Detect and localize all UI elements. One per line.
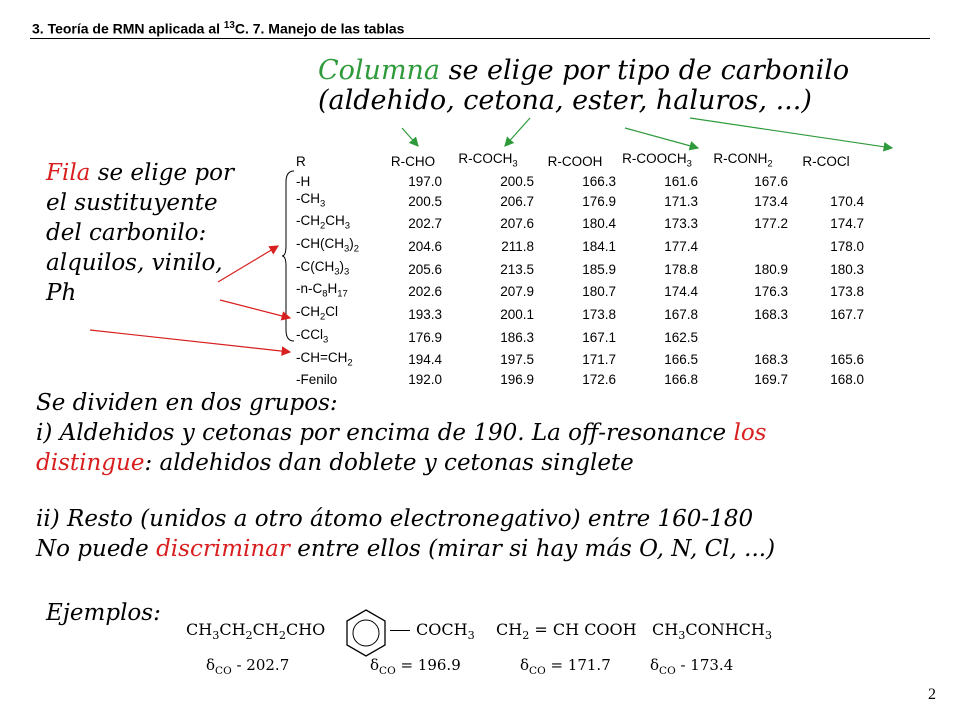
header-title: 3. Teoría de RMN aplicada al $^{13}$C. 7. Manejo de las tablas (32, 20, 405, 37)
example-formula-4: $CH_3CONHCH_3$ (652, 620, 772, 643)
table-row: -Fenilo 192.0 196.9 172.6 166.8 169.7 168.0 (296, 372, 864, 388)
green-arrow (505, 118, 530, 146)
col-header: $R-CONH_2$ (713, 151, 773, 170)
row-highlight: Fila (46, 160, 91, 186)
example-shift-4: $\delta_{CO} - 173.4$ (650, 656, 734, 677)
col-header: $R-COOCH_3$ (622, 151, 692, 170)
red-arrow (90, 330, 290, 352)
example-formula-2: $COCH_3$ (416, 620, 475, 643)
example-shift-1: $\delta_{CO} - 202.7$ (206, 656, 290, 677)
col-header: R-COOH (547, 153, 603, 169)
table-row: $-n-C_8H_{17}$ 202.6 207.9 180.7 174.4 176.3 173.8 (296, 281, 864, 301)
page-number: 2 (928, 686, 936, 703)
table-row: $-CH_2CH_3$ 202.7 207.6 180.4 173.3 177.2 174.7 (296, 213, 864, 233)
benzene-ring-icon (344, 608, 388, 658)
table-row: $-CH=CH_2$ 194.4 197.5 171.7 166.5 168.3 165.6 (296, 349, 864, 369)
groups-text: Se dividen en dos grupos: i) Aldehidos y cetonas por encima de 190. La off-resonance los distingue: aldehidos dan doblete y cetonas singlete ii) Resto (unidos a otro átomo electronegativo) entre 160-180 No puede discriminar entre ellos (mirar si hay más O, N, Cl, ...) (36, 390, 776, 562)
example-formula-1: $CH_3CH_2CH_2CHO$ (186, 620, 326, 643)
green-arrow (402, 128, 418, 146)
table-row: $-CH_3$ 200.5 206.7 176.9 171.3 173.4 170.4 (296, 190, 864, 210)
examples-label: Ejemplos: (46, 600, 161, 626)
bond-line (390, 630, 410, 631)
table-row: $-C(CH_3)_3$ 205.6 213.5 185.9 178.8 180.9 180.3 (296, 258, 864, 278)
table-row: -H 197.0 200.5 166.3 161.6 167.6 (296, 173, 788, 189)
row-note: Fila se elige por el sustituyente del carbonilo: alquilos, vinilo, Ph (46, 160, 234, 306)
column-note: Columna se elige por tipo de carbonilo (aldehido, cetona, ester, haluros, ...) (318, 55, 850, 116)
red-arrow (218, 246, 278, 282)
green-arrow (625, 128, 698, 148)
column-highlight: Columna (318, 55, 441, 86)
table-row: $-CH(CH_3)_2$ 204.6 211.8 184.1 177.4 178.0 (296, 236, 864, 255)
example-formula-3: $CH_2$ = CH COOH (496, 620, 637, 643)
col-header: $R-COCH_3$ (458, 151, 518, 170)
table-row: $-CH_2Cl$ 193.3 200.1 173.8 167.8 168.3 167.7 (296, 304, 864, 323)
col-header: R-COCl (802, 153, 850, 169)
col-header: R-CHO (390, 153, 436, 169)
example-shift-3: $\delta_{CO} = 171.7$ (520, 656, 611, 677)
green-arrow (690, 118, 892, 148)
red-arrow (220, 300, 290, 318)
column-note-line2: (aldehido, cetona, ester, haluros, ...) (318, 85, 812, 116)
example-shift-2: $\delta_{CO} = 196.9$ (370, 656, 461, 677)
table-corner: R (296, 153, 306, 169)
table-row: -CCl$_3$ 176.9 186.3 167.1 162.5 (296, 326, 698, 346)
